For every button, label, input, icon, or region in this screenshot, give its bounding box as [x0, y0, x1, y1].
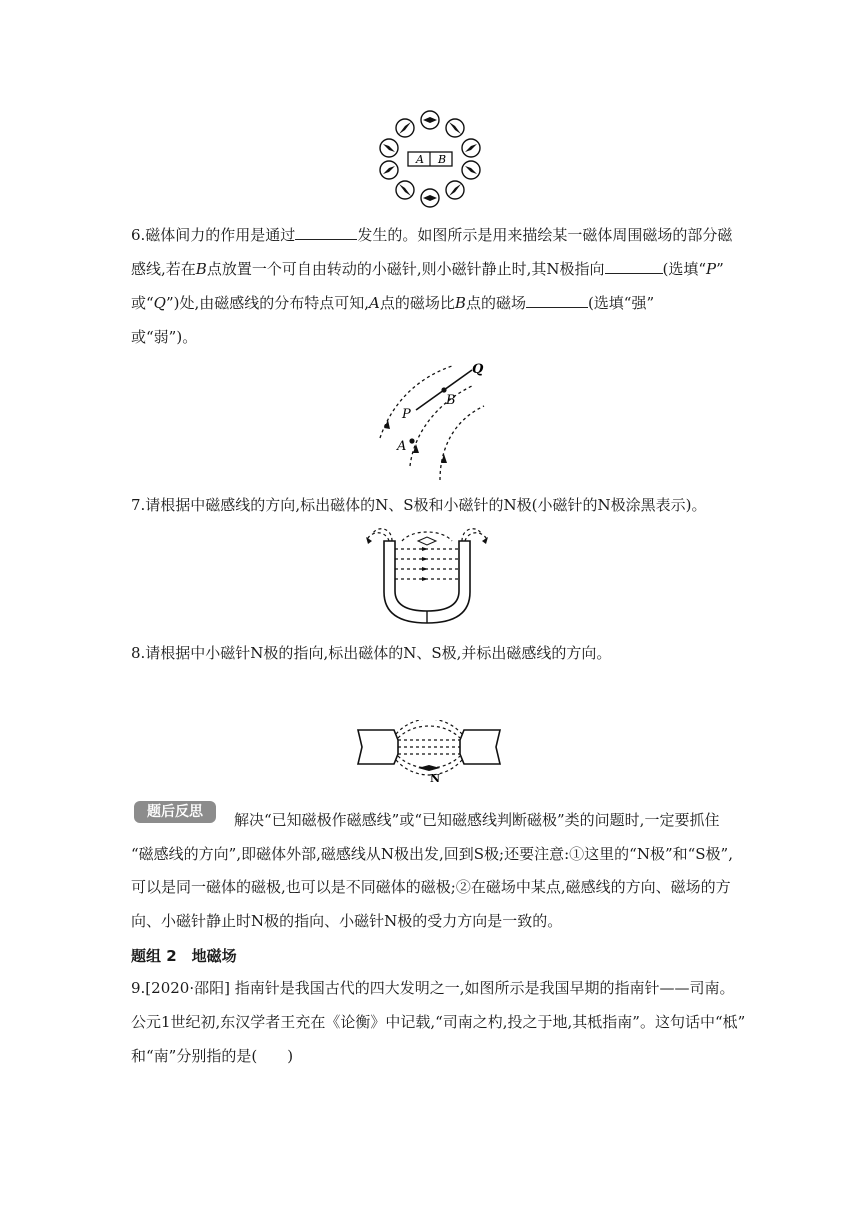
q8-text: 8.请根据中小磁针N极的指向,标出磁体的N、S极,并标出磁感线的方向。: [131, 644, 612, 662]
q9-line2: 公元1世纪初,东汉学者王充在《论衡》中记载,“司南之杓,投之于地,其柢指南”。这句话中“柢”: [131, 1013, 746, 1031]
group2-heading: 题组 2 地磁场: [131, 947, 237, 965]
q6-line1: 6.磁体间力的作用是通过 发生的。如图所示是用来描绘某一磁体周围磁场的部分磁: [131, 226, 733, 244]
q6-line2: 感线,若在B点放置一个可自由转动的小磁针,则小磁针静止时,其N极指向 (选填“P”: [131, 260, 724, 278]
label-b: B: [446, 393, 456, 408]
q6-blank-1[interactable]: [295, 225, 357, 240]
magnet-label-a: A: [416, 153, 424, 166]
q6-line4: 或“弱”)。: [131, 328, 198, 346]
compass-ring-figure: [375, 108, 485, 208]
field-lines-figure: [372, 358, 492, 483]
q6-blank-2[interactable]: [605, 259, 663, 274]
q9-line1: 9.[2020·邵阳] 指南针是我国古代的四大发明之一,如图所示是我国早期的指南针——司南。: [131, 979, 735, 997]
q9-line3: 和“南”分别指的是( ): [131, 1047, 294, 1065]
magnet-label-b: B: [438, 153, 447, 166]
reflection-line1: 解决“已知磁极作磁感线”或“已知磁感线判断磁极”类的问题时,一定要抓住: [234, 811, 720, 829]
reflection-line3: 可以是同一磁体的磁极,也可以是不同磁体的磁极;②在磁场中某点,磁感线的方向、磁场的方: [131, 878, 731, 896]
bar-magnets-figure: [354, 720, 504, 782]
reflection-badge: 题后反思: [134, 801, 216, 823]
q6-blank-3[interactable]: [526, 293, 588, 308]
label-q: Q: [472, 362, 484, 377]
q6-line3: 或“Q”)处,由磁感线的分布特点可知,A点的磁场比B点的磁场 (选填“强”: [131, 294, 655, 312]
q7-text: 7.请根据中磁感线的方向,标出磁体的N、S极和小磁针的N极(小磁针的N极涂黑表示)。: [131, 496, 707, 514]
u-magnet-figure: [362, 527, 492, 632]
needle-label-n: N: [430, 772, 441, 782]
label-a: A: [397, 439, 407, 454]
reflection-line2: “磁感线的方向”,即磁体外部,磁感线从N极出发,回到S极;还要注意:①这里的“N极”和“S极”,: [131, 845, 733, 863]
label-p: P: [402, 407, 411, 422]
reflection-line4: 向、小磁针静止时N极的指向、小磁针N极的受力方向是一致的。: [131, 912, 563, 930]
